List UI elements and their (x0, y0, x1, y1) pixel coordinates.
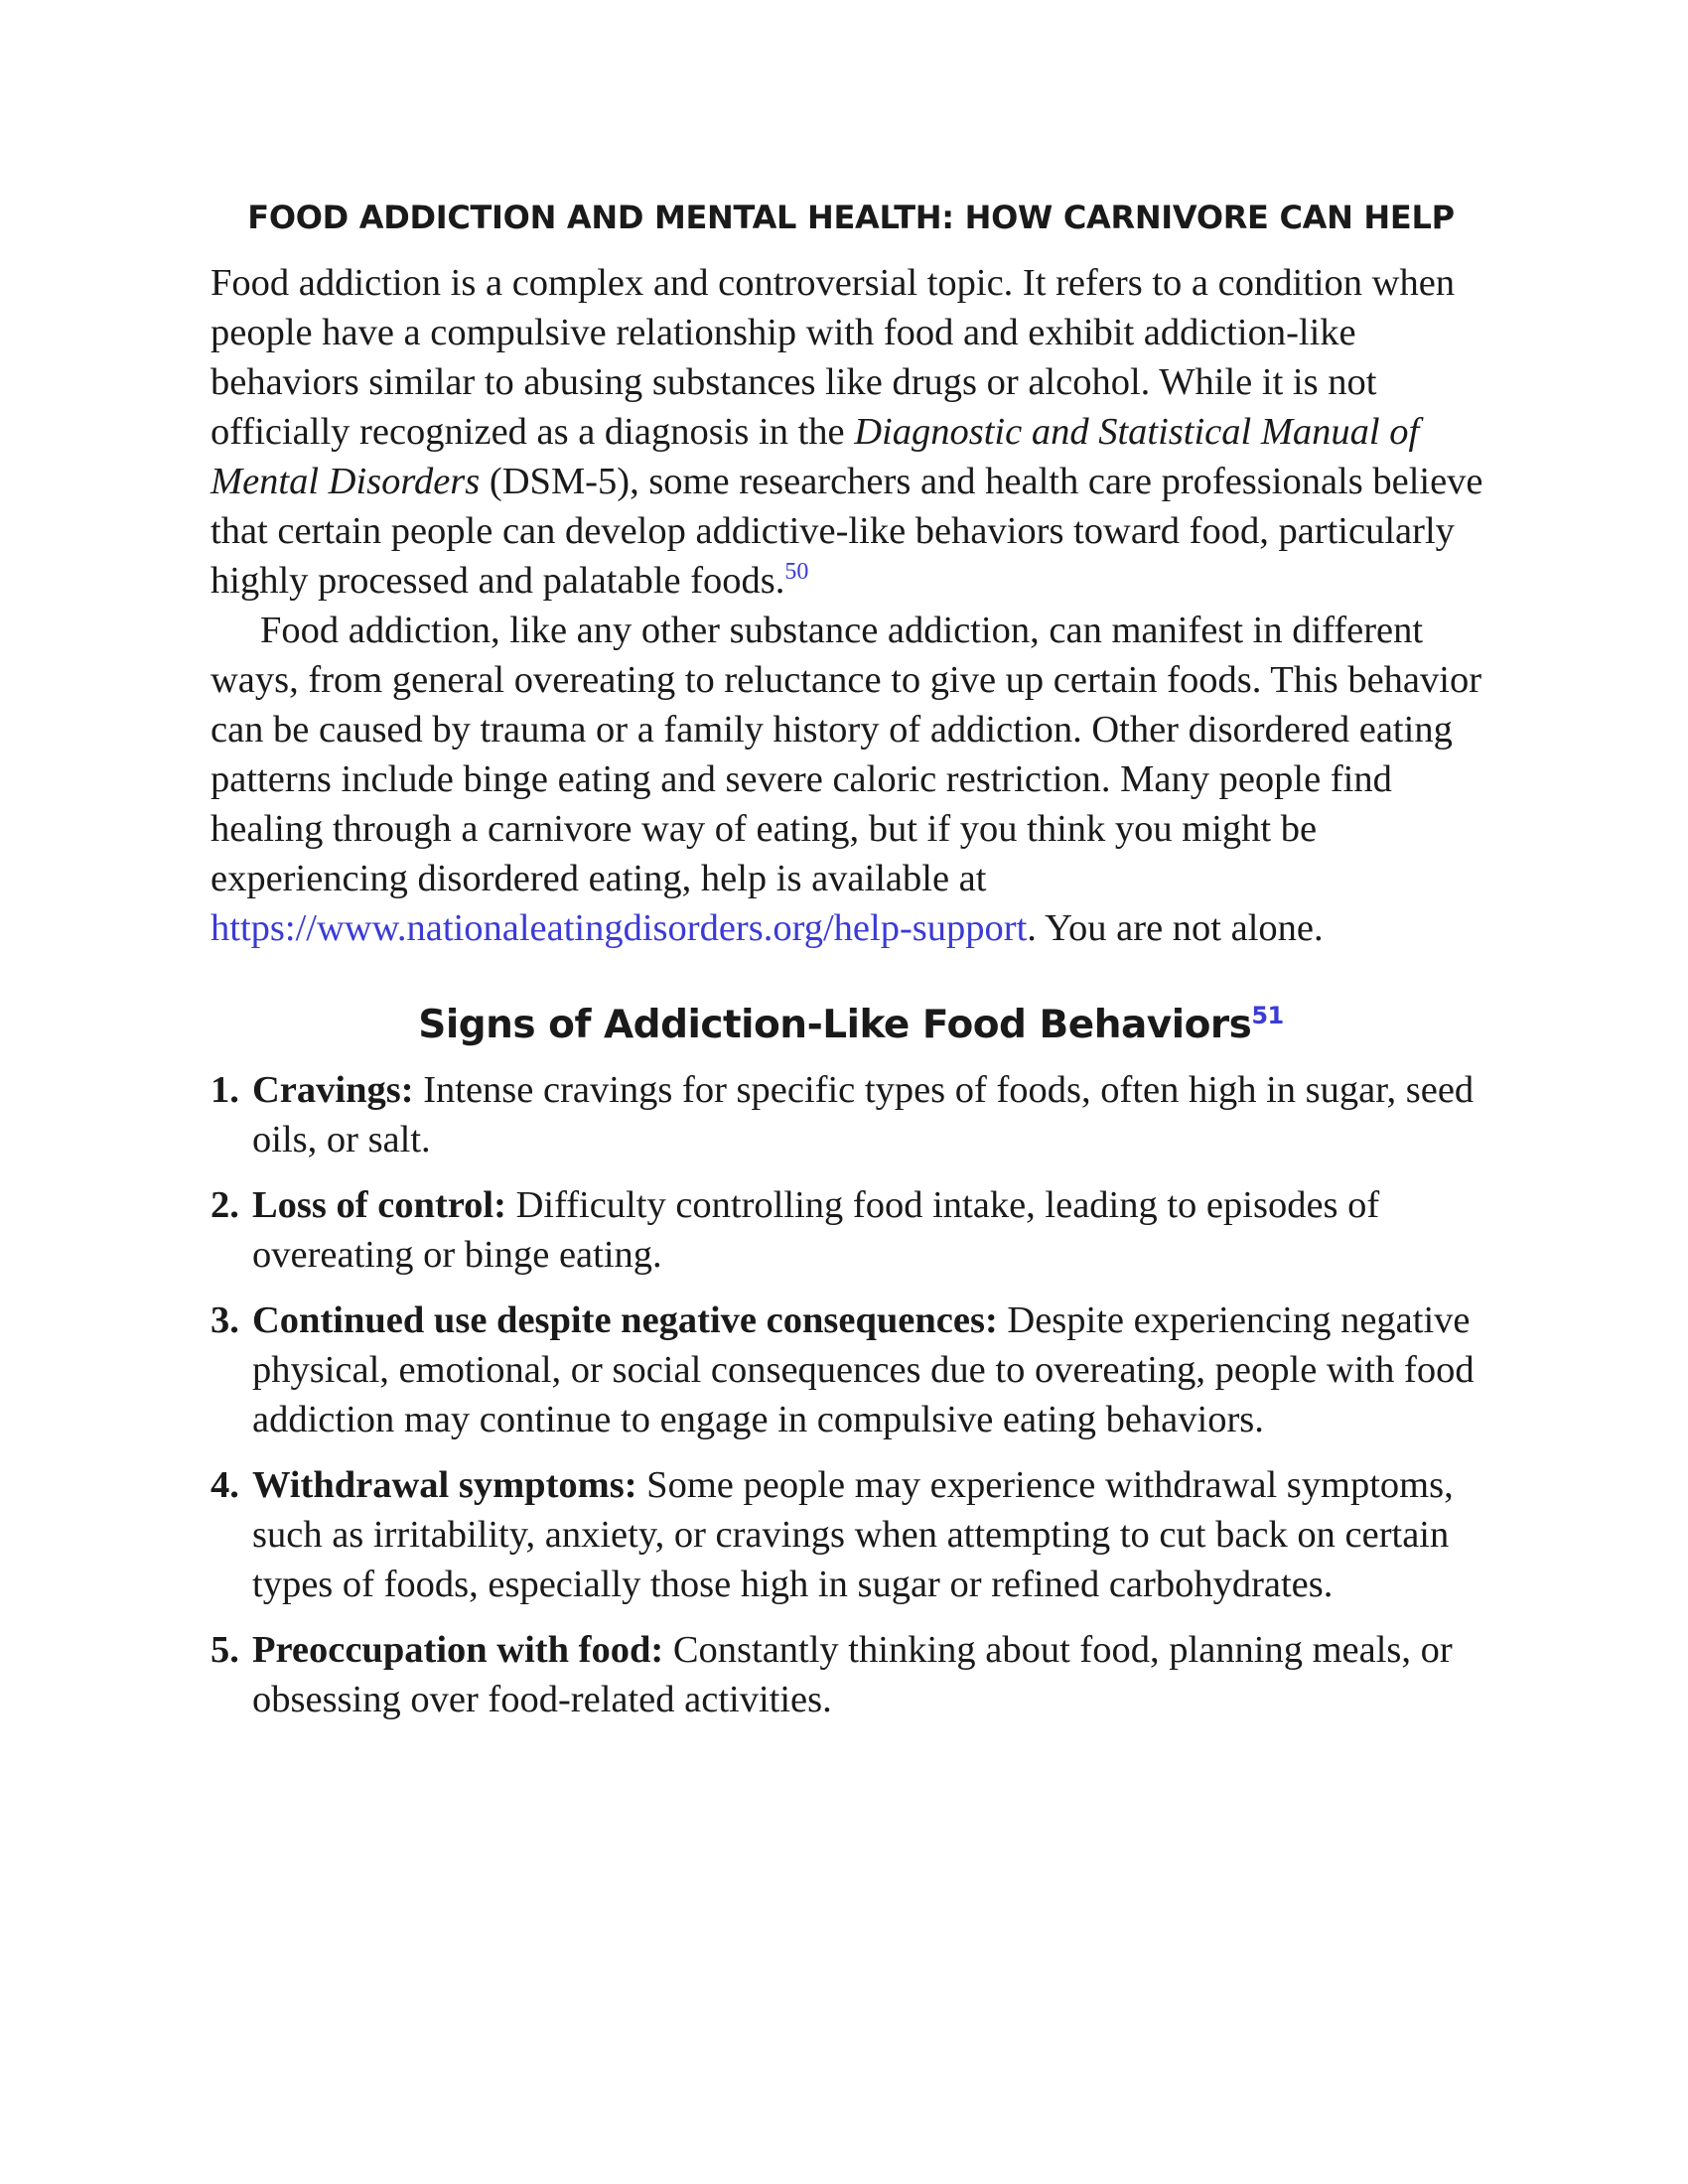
list-description: Difficulty controlling food intake, leading to episodes of overeating or binge eating. (252, 1184, 1380, 1276)
signs-subheading (211, 1003, 1491, 1047)
body-text (211, 258, 1491, 953)
list-description: Some people may experience withdrawal symptoms, such as irritability, anxiety, or cravings when attempting to cut back on certain types of foods, especially those high in sugar or refined carbohydrates. (252, 1464, 1454, 1605)
list-term: Loss of control: (252, 1184, 506, 1226)
list-term: Continued use despite negative consequences: (252, 1299, 998, 1341)
paragraph-text: Food addiction, like any other substance addiction, can manifest in different ways, from general overeating to reluctance to give up certain foods. This behavior can be caused by trauma or a family history of addiction. Other disordered eating patterns include binge eating and severe caloric restriction. Many people find healing through a carnivore way of eating, but if you think you might be experiencing disordered eating, help is available at (211, 610, 1482, 899)
list-item (211, 1296, 1491, 1444)
paragraph-text: Food addiction is a complex and controversial topic. It refers to a condition when people have a compulsive relationship with food and exhibit addiction-like behaviors similar to abusing substances like drugs or alcohol. While it is not officially recognized as a diagnosis in the (211, 262, 1456, 453)
document-page (211, 199, 1491, 1740)
list-number: 2. (211, 1184, 239, 1226)
paragraph-text: (DSM-5), some researchers and health care professionals believe that certain people can develop addictive-like behaviors toward food, particularly highly processed and palatable foods. (211, 461, 1483, 602)
list-number: 3. (211, 1299, 239, 1341)
list-item (211, 1065, 1491, 1164)
list-item (211, 1625, 1491, 1724)
footnote-ref-50[interactable]: 50 (784, 559, 809, 586)
list-term: Withdrawal symptoms: (252, 1464, 637, 1506)
signs-list (211, 1065, 1491, 1724)
neda-help-link[interactable]: https://www.nationaleatingdisorders.org/help-support (211, 907, 1028, 949)
paragraph-text: . You are not alone. (1027, 907, 1324, 949)
list-term: Preoccupation with food: (252, 1629, 664, 1671)
list-number: 4. (211, 1464, 239, 1506)
subheading-text: Signs of Addiction-Like Food Behaviors (418, 1003, 1252, 1047)
list-description: Intense cravings for specific types of foods, often high in sugar, seed oils, or salt. (252, 1069, 1475, 1160)
list-number: 5. (211, 1629, 239, 1671)
help-paragraph (211, 606, 1491, 953)
list-description: Despite experiencing negative physical, emotional, or social consequences due to overeating, people with food addiction may continue to engage in compulsive eating behaviors. (252, 1299, 1475, 1440)
list-description: Constantly thinking about food, planning meals, or obsessing over food-related activities. (252, 1629, 1453, 1720)
dsm-title: Diagnostic and Statistical Manual of Mental Disorders (211, 411, 1420, 502)
list-item (211, 1180, 1491, 1280)
list-item (211, 1460, 1491, 1609)
list-number: 1. (211, 1069, 239, 1111)
intro-paragraph (211, 258, 1491, 606)
list-term: Cravings: (252, 1069, 414, 1111)
footnote-ref-51[interactable]: 51 (1251, 1002, 1284, 1029)
section-heading: FOOD ADDICTION AND MENTAL HEALTH: HOW CARNIVORE CAN HELP (247, 199, 1455, 236)
